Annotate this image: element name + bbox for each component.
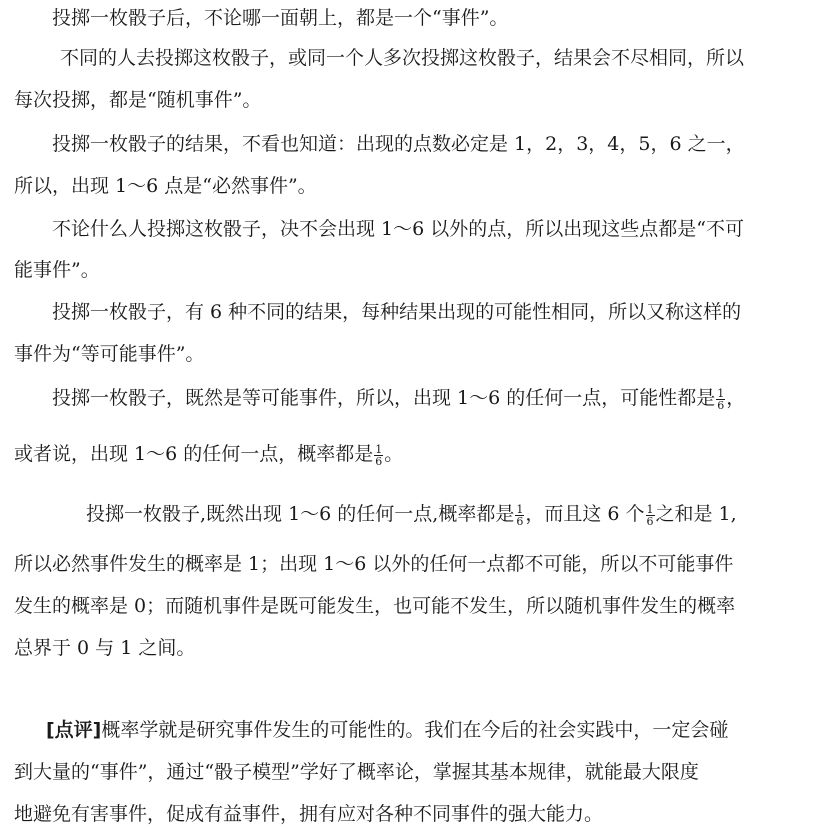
fraction-denominator: 6	[375, 454, 383, 468]
paragraph-5-line-1: 投掷一枚骰子，有 6 种不同的结果，每种结果出现的可能性相同，所以又称这样的	[52, 301, 742, 323]
fraction-numerator: 1	[375, 442, 383, 456]
comment-line-2: 到大量的“事件”，通过“骰子模型”学好了概率论，掌握其基本规律，就能最大限度	[14, 761, 699, 783]
paragraph-1-line-1: 投掷一枚骰子后，不论哪一面朝上，都是一个“事件”。	[52, 7, 509, 29]
fraction-numerator: 1	[516, 502, 524, 516]
paragraph-7-line-4: 总界于 0 与 1 之间。	[14, 637, 196, 659]
fraction-one-sixth	[646, 504, 655, 527]
paragraph-4-line-1: 不论什么人投掷这枚骰子，决不会出现 1～6 以外的点，所以出现这些点都是“不可	[52, 218, 744, 240]
comment-line-3: 地避免有害事件，促成有益事件，拥有应对各种不同事件的强大能力。	[14, 803, 604, 825]
paragraph-6-line-1	[52, 384, 745, 412]
paragraph-7-line-1-middle: ，而且这 6 个	[525, 503, 645, 525]
paragraph-6-line-2-end: 。	[384, 443, 404, 465]
paragraph-3-line-1: 投掷一枚骰子的结果，不看也知道：出现的点数必定是 1，2，3，4，5，6 之一，	[52, 133, 745, 155]
comment-line-1	[46, 716, 728, 744]
fraction-one-sixth	[515, 504, 524, 527]
paragraph-7-line-2: 所以必然事件发生的概率是 1；出现 1～6 以外的任何一点都不可能，所以不可能事件	[14, 553, 734, 575]
paragraph-2-line-1: 不同的人去投掷这枚骰子，或同一个人多次投掷这枚骰子，结果会不尽相同，所以	[60, 47, 745, 69]
paragraph-7-line-1-text: 投掷一枚骰子,既然出现 1～6 的任何一点,概率都是	[86, 503, 515, 525]
paragraph-5-line-2: 事件为“等可能事件”。	[14, 343, 205, 365]
fraction-one-sixth	[374, 444, 383, 467]
paragraph-4-line-2: 能事件”。	[14, 259, 100, 281]
paragraph-6-line-1-end: ，	[726, 387, 746, 409]
paragraph-3-line-2: 所以，出现 1～6 点是“必然事件”。	[14, 175, 317, 197]
fraction-numerator: 1	[646, 502, 654, 516]
fraction-denominator: 6	[516, 514, 524, 528]
paragraph-7-line-1	[86, 500, 737, 528]
fraction-denominator: 6	[717, 398, 725, 412]
fraction-numerator: 1	[717, 386, 725, 400]
fraction-denominator: 6	[646, 514, 654, 528]
paragraph-6-line-2-text: 或者说，出现 1～6 的任何一点，概率都是	[14, 443, 374, 465]
comment-tag: [点评]	[46, 719, 102, 741]
paragraph-7-line-3: 发生的概率是 0；而随机事件是既可能发生，也可能不发生，所以随机事件发生的概率	[14, 595, 736, 617]
paragraph-6-line-2	[14, 440, 403, 468]
comment-line-1-text: 概率学就是研究事件发生的可能性的。我们在今后的社会实践中，一定会碰	[101, 719, 729, 741]
paragraph-2-line-2: 每次投掷，都是“随机事件”。	[14, 89, 262, 111]
paragraph-6-line-1-text: 投掷一枚骰子，既然是等可能事件，所以，出现 1～6 的任何一点，可能性都是	[52, 387, 716, 409]
paragraph-7-line-1-end: 之和是 1,	[655, 503, 737, 525]
fraction-one-sixth	[716, 388, 725, 411]
